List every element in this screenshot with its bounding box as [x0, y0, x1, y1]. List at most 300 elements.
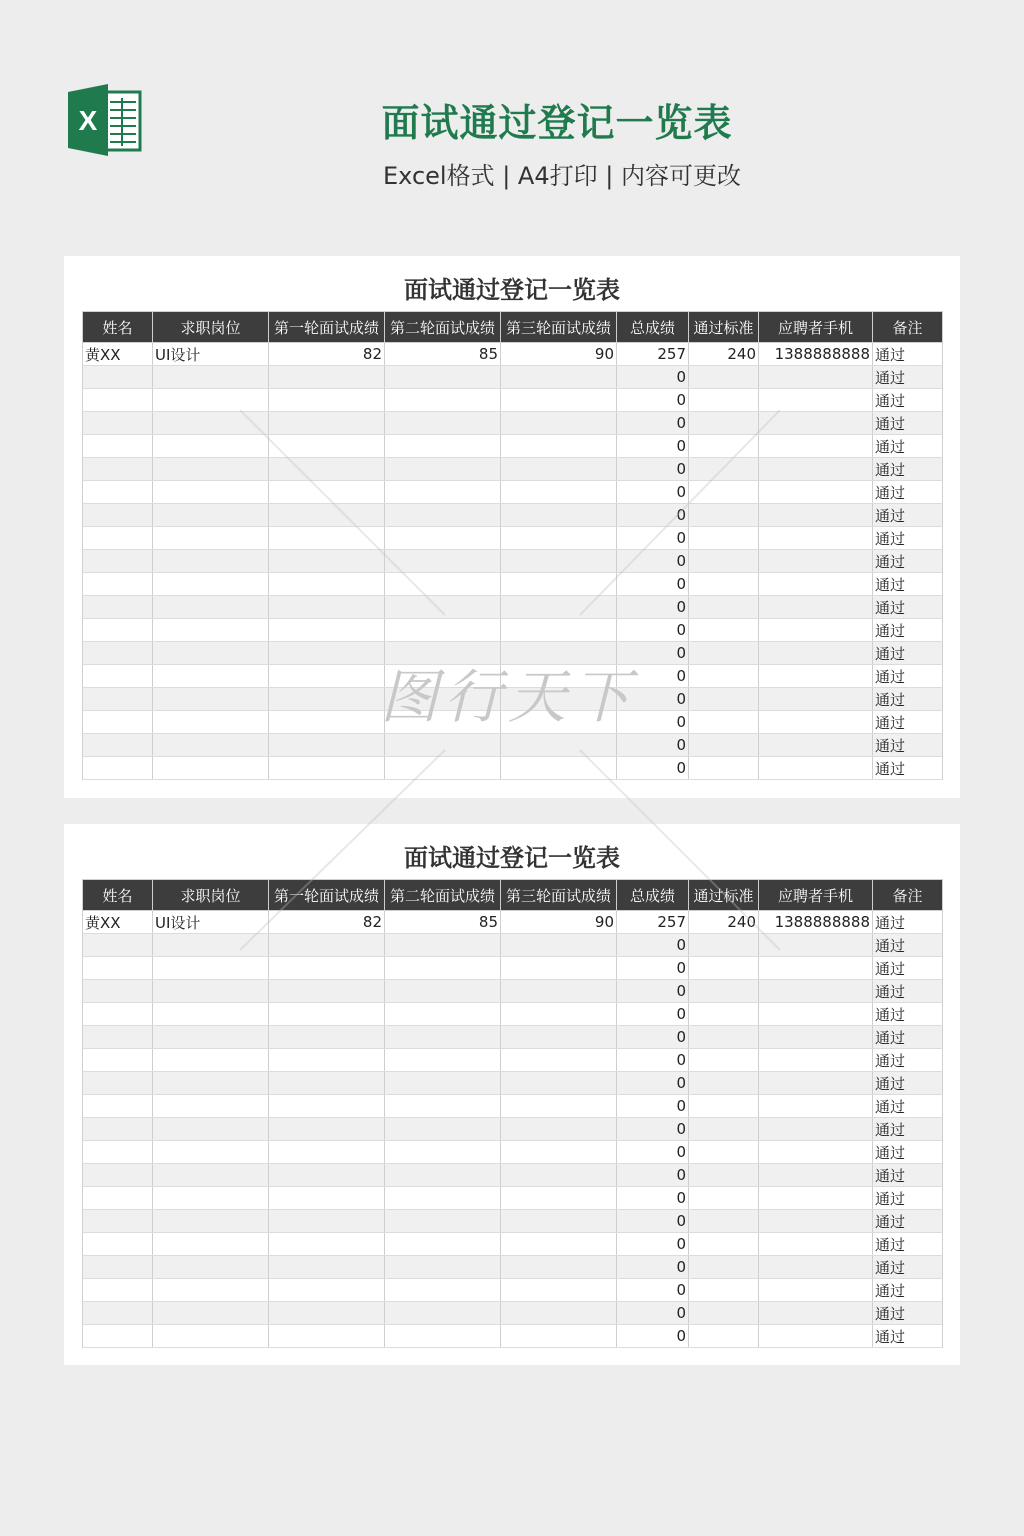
table-cell[interactable] — [689, 1256, 759, 1279]
table-cell[interactable] — [269, 734, 385, 757]
table-cell[interactable]: 240 — [689, 911, 759, 934]
column-header[interactable]: 第一轮面试成绩 — [269, 880, 385, 911]
table-cell[interactable]: 0 — [617, 435, 689, 458]
table-cell[interactable]: 0 — [617, 573, 689, 596]
table-cell[interactable] — [153, 550, 269, 573]
table-cell[interactable] — [153, 1233, 269, 1256]
table-cell[interactable] — [269, 1049, 385, 1072]
table-cell[interactable] — [153, 1095, 269, 1118]
table-cell[interactable] — [689, 481, 759, 504]
table-cell[interactable]: 0 — [617, 1164, 689, 1187]
table-cell[interactable] — [153, 1164, 269, 1187]
table-cell[interactable] — [501, 1095, 617, 1118]
table-cell[interactable] — [385, 435, 501, 458]
table-cell[interactable] — [83, 504, 153, 527]
table-cell[interactable] — [689, 435, 759, 458]
table-cell[interactable] — [153, 1072, 269, 1095]
table-cell[interactable]: 1388888888 — [759, 911, 873, 934]
table-cell[interactable] — [501, 366, 617, 389]
table-cell[interactable] — [385, 980, 501, 1003]
table-cell[interactable] — [759, 1118, 873, 1141]
table-cell[interactable] — [83, 412, 153, 435]
table-cell[interactable]: 通过 — [873, 343, 943, 366]
column-header[interactable]: 第三轮面试成绩 — [501, 312, 617, 343]
table-cell[interactable] — [153, 1279, 269, 1302]
column-header[interactable]: 第二轮面试成绩 — [385, 880, 501, 911]
table-cell[interactable] — [153, 504, 269, 527]
table-cell[interactable] — [83, 1141, 153, 1164]
table-cell[interactable] — [269, 1003, 385, 1026]
table-cell[interactable] — [269, 1187, 385, 1210]
table-cell[interactable]: 通过 — [873, 1049, 943, 1072]
table-cell[interactable] — [501, 1256, 617, 1279]
table-cell[interactable] — [83, 757, 153, 780]
table-cell[interactable]: 通过 — [873, 596, 943, 619]
table-cell[interactable] — [501, 1187, 617, 1210]
table-cell[interactable] — [385, 934, 501, 957]
table-cell[interactable] — [153, 389, 269, 412]
table-cell[interactable]: 通过 — [873, 1003, 943, 1026]
table-cell[interactable] — [759, 1325, 873, 1348]
table-cell[interactable]: 通过 — [873, 1141, 943, 1164]
table-cell[interactable] — [501, 1026, 617, 1049]
table-cell[interactable] — [385, 596, 501, 619]
table-cell[interactable] — [689, 711, 759, 734]
table-cell[interactable] — [385, 1164, 501, 1187]
table-cell[interactable] — [689, 1072, 759, 1095]
table-cell[interactable] — [759, 1187, 873, 1210]
table-cell[interactable]: 黄XX — [83, 343, 153, 366]
table-cell[interactable] — [759, 757, 873, 780]
table-cell[interactable] — [689, 458, 759, 481]
table-cell[interactable]: 82 — [269, 343, 385, 366]
table-cell[interactable] — [269, 711, 385, 734]
table-cell[interactable]: 0 — [617, 504, 689, 527]
table-cell[interactable]: 90 — [501, 911, 617, 934]
table-cell[interactable]: 通过 — [873, 911, 943, 934]
table-cell[interactable] — [689, 527, 759, 550]
table-cell[interactable] — [385, 481, 501, 504]
table-cell[interactable] — [153, 734, 269, 757]
table-cell[interactable] — [759, 1302, 873, 1325]
table-cell[interactable] — [385, 1118, 501, 1141]
table-cell[interactable] — [153, 435, 269, 458]
table-cell[interactable] — [501, 1279, 617, 1302]
table-cell[interactable]: 0 — [617, 934, 689, 957]
table-cell[interactable] — [83, 934, 153, 957]
table-cell[interactable] — [83, 688, 153, 711]
table-cell[interactable] — [269, 934, 385, 957]
table-cell[interactable] — [689, 1210, 759, 1233]
table-cell[interactable] — [689, 1095, 759, 1118]
table-cell[interactable]: 通过 — [873, 688, 943, 711]
table-cell[interactable] — [153, 573, 269, 596]
table-cell[interactable] — [759, 1003, 873, 1026]
table-cell[interactable]: 通过 — [873, 711, 943, 734]
table-cell[interactable] — [269, 1118, 385, 1141]
table-cell[interactable] — [269, 1233, 385, 1256]
table-cell[interactable] — [83, 481, 153, 504]
table-cell[interactable] — [759, 412, 873, 435]
table-cell[interactable]: 通过 — [873, 1302, 943, 1325]
table-cell[interactable] — [759, 642, 873, 665]
table-cell[interactable] — [501, 1233, 617, 1256]
table-cell[interactable] — [689, 1233, 759, 1256]
table-cell[interactable] — [759, 504, 873, 527]
table-cell[interactable]: 黄XX — [83, 911, 153, 934]
table-cell[interactable] — [689, 1302, 759, 1325]
table-cell[interactable] — [501, 596, 617, 619]
table-cell[interactable] — [385, 665, 501, 688]
table-cell[interactable] — [385, 642, 501, 665]
table-cell[interactable] — [83, 435, 153, 458]
column-header[interactable]: 总成绩 — [617, 312, 689, 343]
table-cell[interactable] — [689, 1141, 759, 1164]
table-cell[interactable] — [689, 619, 759, 642]
table-cell[interactable] — [269, 1256, 385, 1279]
table-cell[interactable] — [759, 1049, 873, 1072]
table-cell[interactable] — [759, 366, 873, 389]
table-cell[interactable] — [501, 504, 617, 527]
table-cell[interactable] — [83, 389, 153, 412]
table-cell[interactable] — [269, 527, 385, 550]
table-cell[interactable] — [689, 757, 759, 780]
table-cell[interactable] — [269, 1095, 385, 1118]
table-cell[interactable]: 0 — [617, 527, 689, 550]
table-cell[interactable] — [83, 366, 153, 389]
table-cell[interactable] — [689, 573, 759, 596]
column-header[interactable]: 通过标准 — [689, 312, 759, 343]
table-cell[interactable] — [385, 1233, 501, 1256]
table-cell[interactable] — [689, 550, 759, 573]
table-cell[interactable]: 0 — [617, 1072, 689, 1095]
table-cell[interactable]: 通过 — [873, 573, 943, 596]
table-cell[interactable] — [501, 1003, 617, 1026]
table-cell[interactable] — [153, 1187, 269, 1210]
table-cell[interactable] — [269, 504, 385, 527]
table-cell[interactable]: 通过 — [873, 458, 943, 481]
table-cell[interactable]: 通过 — [873, 642, 943, 665]
table-cell[interactable] — [501, 665, 617, 688]
table-cell[interactable]: 0 — [617, 1003, 689, 1026]
table-cell[interactable] — [269, 757, 385, 780]
table-cell[interactable]: 通过 — [873, 1164, 943, 1187]
column-header[interactable]: 求职岗位 — [153, 880, 269, 911]
table-cell[interactable]: 0 — [617, 734, 689, 757]
table-cell[interactable] — [759, 1072, 873, 1095]
table-cell[interactable] — [83, 734, 153, 757]
table-cell[interactable] — [385, 527, 501, 550]
table-cell[interactable] — [153, 366, 269, 389]
table-cell[interactable]: 0 — [617, 458, 689, 481]
table-cell[interactable] — [83, 1187, 153, 1210]
table-cell[interactable] — [759, 1233, 873, 1256]
table-cell[interactable]: 0 — [617, 980, 689, 1003]
table-cell[interactable] — [759, 481, 873, 504]
table-cell[interactable] — [501, 573, 617, 596]
table-cell[interactable]: 通过 — [873, 619, 943, 642]
table-cell[interactable] — [153, 619, 269, 642]
table-cell[interactable] — [759, 711, 873, 734]
table-cell[interactable] — [385, 412, 501, 435]
table-cell[interactable] — [83, 596, 153, 619]
table-cell[interactable] — [689, 596, 759, 619]
table-cell[interactable] — [83, 980, 153, 1003]
table-cell[interactable] — [689, 980, 759, 1003]
table-cell[interactable] — [759, 665, 873, 688]
table-cell[interactable] — [759, 527, 873, 550]
table-cell[interactable]: 通过 — [873, 1095, 943, 1118]
table-cell[interactable]: 通过 — [873, 1187, 943, 1210]
table-cell[interactable] — [385, 1325, 501, 1348]
table-cell[interactable]: 0 — [617, 1049, 689, 1072]
table-cell[interactable] — [153, 1003, 269, 1026]
table-cell[interactable] — [269, 573, 385, 596]
table-cell[interactable] — [269, 481, 385, 504]
table-cell[interactable] — [83, 1003, 153, 1026]
table-cell[interactable] — [689, 642, 759, 665]
table-cell[interactable] — [759, 1210, 873, 1233]
table-cell[interactable] — [759, 1279, 873, 1302]
table-cell[interactable] — [269, 1279, 385, 1302]
table-cell[interactable] — [153, 757, 269, 780]
column-header[interactable]: 应聘者手机 — [759, 312, 873, 343]
table-cell[interactable] — [153, 1210, 269, 1233]
table-cell[interactable]: 通过 — [873, 1210, 943, 1233]
table-cell[interactable]: 0 — [617, 1279, 689, 1302]
table-cell[interactable] — [759, 458, 873, 481]
table-cell[interactable] — [153, 1325, 269, 1348]
table-cell[interactable] — [153, 642, 269, 665]
column-header[interactable]: 备注 — [873, 880, 943, 911]
table-cell[interactable]: 通过 — [873, 389, 943, 412]
table-cell[interactable] — [689, 688, 759, 711]
table-cell[interactable] — [269, 665, 385, 688]
table-cell[interactable] — [501, 980, 617, 1003]
table-cell[interactable] — [385, 619, 501, 642]
table-cell[interactable]: 0 — [617, 1233, 689, 1256]
table-cell[interactable] — [269, 1325, 385, 1348]
table-cell[interactable] — [689, 1187, 759, 1210]
table-cell[interactable] — [759, 1141, 873, 1164]
table-cell[interactable]: 通过 — [873, 734, 943, 757]
table-cell[interactable] — [153, 665, 269, 688]
table-cell[interactable] — [501, 934, 617, 957]
table-cell[interactable] — [689, 1003, 759, 1026]
table-cell[interactable] — [83, 619, 153, 642]
table-cell[interactable]: 0 — [617, 366, 689, 389]
table-cell[interactable] — [269, 1302, 385, 1325]
table-cell[interactable] — [759, 1164, 873, 1187]
table-cell[interactable] — [501, 1210, 617, 1233]
table-cell[interactable]: 通过 — [873, 757, 943, 780]
table-cell[interactable] — [501, 711, 617, 734]
table-cell[interactable] — [501, 1164, 617, 1187]
table-cell[interactable]: 通过 — [873, 934, 943, 957]
table-cell[interactable] — [501, 688, 617, 711]
table-cell[interactable] — [269, 596, 385, 619]
table-cell[interactable]: 82 — [269, 911, 385, 934]
table-cell[interactable]: 0 — [617, 665, 689, 688]
table-cell[interactable] — [83, 1164, 153, 1187]
table-cell[interactable]: 0 — [617, 711, 689, 734]
column-header[interactable]: 第一轮面试成绩 — [269, 312, 385, 343]
table-cell[interactable]: 通过 — [873, 665, 943, 688]
table-cell[interactable] — [759, 389, 873, 412]
table-cell[interactable] — [269, 412, 385, 435]
table-cell[interactable]: 0 — [617, 412, 689, 435]
table-cell[interactable] — [83, 1072, 153, 1095]
table-cell[interactable] — [385, 757, 501, 780]
table-cell[interactable]: 240 — [689, 343, 759, 366]
table-cell[interactable] — [689, 665, 759, 688]
table-cell[interactable] — [153, 1026, 269, 1049]
table-cell[interactable] — [759, 1095, 873, 1118]
table-cell[interactable] — [269, 688, 385, 711]
table-cell[interactable] — [153, 596, 269, 619]
table-cell[interactable]: 0 — [617, 957, 689, 980]
table-cell[interactable] — [385, 550, 501, 573]
table-cell[interactable] — [385, 1256, 501, 1279]
table-cell[interactable] — [385, 366, 501, 389]
table-cell[interactable] — [759, 619, 873, 642]
table-cell[interactable] — [689, 1325, 759, 1348]
table-cell[interactable]: 通过 — [873, 957, 943, 980]
table-cell[interactable] — [689, 366, 759, 389]
column-header[interactable]: 通过标准 — [689, 880, 759, 911]
table-cell[interactable] — [759, 980, 873, 1003]
table-cell[interactable]: 通过 — [873, 435, 943, 458]
table-cell[interactable] — [83, 1325, 153, 1348]
table-cell[interactable] — [83, 1210, 153, 1233]
table-cell[interactable] — [83, 527, 153, 550]
table-cell[interactable] — [501, 1325, 617, 1348]
table-cell[interactable] — [269, 619, 385, 642]
table-cell[interactable] — [689, 389, 759, 412]
table-cell[interactable] — [385, 389, 501, 412]
table-cell[interactable] — [501, 527, 617, 550]
column-header[interactable]: 备注 — [873, 312, 943, 343]
table-cell[interactable] — [153, 458, 269, 481]
table-cell[interactable]: 0 — [617, 1302, 689, 1325]
table-cell[interactable]: 通过 — [873, 527, 943, 550]
table-cell[interactable]: 通过 — [873, 504, 943, 527]
table-cell[interactable] — [269, 458, 385, 481]
table-cell[interactable] — [153, 934, 269, 957]
table-cell[interactable] — [385, 711, 501, 734]
table-cell[interactable] — [759, 435, 873, 458]
table-cell[interactable] — [385, 688, 501, 711]
table-cell[interactable] — [153, 1302, 269, 1325]
table-cell[interactable] — [153, 527, 269, 550]
table-cell[interactable] — [269, 642, 385, 665]
table-cell[interactable] — [269, 1164, 385, 1187]
table-cell[interactable]: 通过 — [873, 481, 943, 504]
table-cell[interactable] — [501, 1072, 617, 1095]
table-cell[interactable] — [501, 412, 617, 435]
table-cell[interactable] — [269, 980, 385, 1003]
table-cell[interactable]: 0 — [617, 1256, 689, 1279]
table-cell[interactable] — [385, 1072, 501, 1095]
table-cell[interactable] — [269, 1141, 385, 1164]
table-cell[interactable] — [385, 1049, 501, 1072]
table-cell[interactable] — [759, 596, 873, 619]
table-cell[interactable] — [83, 1233, 153, 1256]
table-cell[interactable]: 通过 — [873, 1118, 943, 1141]
table-cell[interactable] — [153, 957, 269, 980]
table-cell[interactable]: 257 — [617, 911, 689, 934]
table-cell[interactable] — [385, 1026, 501, 1049]
table-cell[interactable]: 0 — [617, 1187, 689, 1210]
table-cell[interactable]: 1388888888 — [759, 343, 873, 366]
table-cell[interactable] — [385, 458, 501, 481]
table-cell[interactable] — [83, 642, 153, 665]
column-header[interactable]: 姓名 — [83, 880, 153, 911]
table-cell[interactable]: 0 — [617, 1118, 689, 1141]
table-cell[interactable] — [385, 504, 501, 527]
table-cell[interactable] — [83, 1095, 153, 1118]
table-cell[interactable] — [759, 550, 873, 573]
table-cell[interactable] — [153, 412, 269, 435]
table-cell[interactable] — [153, 711, 269, 734]
table-cell[interactable] — [689, 957, 759, 980]
table-cell[interactable] — [501, 1118, 617, 1141]
table-cell[interactable]: 0 — [617, 481, 689, 504]
table-cell[interactable] — [759, 957, 873, 980]
table-cell[interactable]: 0 — [617, 1210, 689, 1233]
table-cell[interactable] — [759, 1256, 873, 1279]
table-cell[interactable] — [269, 957, 385, 980]
table-cell[interactable] — [689, 1118, 759, 1141]
table-cell[interactable] — [759, 934, 873, 957]
table-cell[interactable] — [501, 642, 617, 665]
table-cell[interactable] — [385, 1302, 501, 1325]
table-cell[interactable] — [689, 1164, 759, 1187]
table-cell[interactable] — [153, 1049, 269, 1072]
table-cell[interactable] — [153, 1256, 269, 1279]
table-cell[interactable]: 通过 — [873, 980, 943, 1003]
table-cell[interactable] — [689, 934, 759, 957]
column-header[interactable]: 求职岗位 — [153, 312, 269, 343]
table-cell[interactable] — [689, 504, 759, 527]
table-cell[interactable]: 0 — [617, 550, 689, 573]
table-cell[interactable] — [385, 1003, 501, 1026]
table-cell[interactable] — [501, 389, 617, 412]
table-cell[interactable]: 通过 — [873, 366, 943, 389]
table-cell[interactable] — [501, 481, 617, 504]
table-cell[interactable] — [153, 980, 269, 1003]
table-cell[interactable] — [83, 1118, 153, 1141]
table-cell[interactable]: UI设计 — [153, 911, 269, 934]
table-cell[interactable] — [689, 734, 759, 757]
table-cell[interactable]: 0 — [617, 1026, 689, 1049]
table-cell[interactable] — [501, 1141, 617, 1164]
table-cell[interactable] — [153, 1118, 269, 1141]
table-cell[interactable] — [759, 734, 873, 757]
table-cell[interactable]: 85 — [385, 343, 501, 366]
table-cell[interactable] — [83, 458, 153, 481]
table-cell[interactable] — [689, 1049, 759, 1072]
table-cell[interactable] — [83, 573, 153, 596]
table-cell[interactable] — [501, 458, 617, 481]
table-cell[interactable] — [83, 1256, 153, 1279]
table-cell[interactable] — [385, 1095, 501, 1118]
table-cell[interactable] — [269, 366, 385, 389]
table-cell[interactable] — [759, 688, 873, 711]
table-cell[interactable] — [385, 1210, 501, 1233]
table-cell[interactable]: 0 — [617, 619, 689, 642]
table-cell[interactable] — [83, 957, 153, 980]
